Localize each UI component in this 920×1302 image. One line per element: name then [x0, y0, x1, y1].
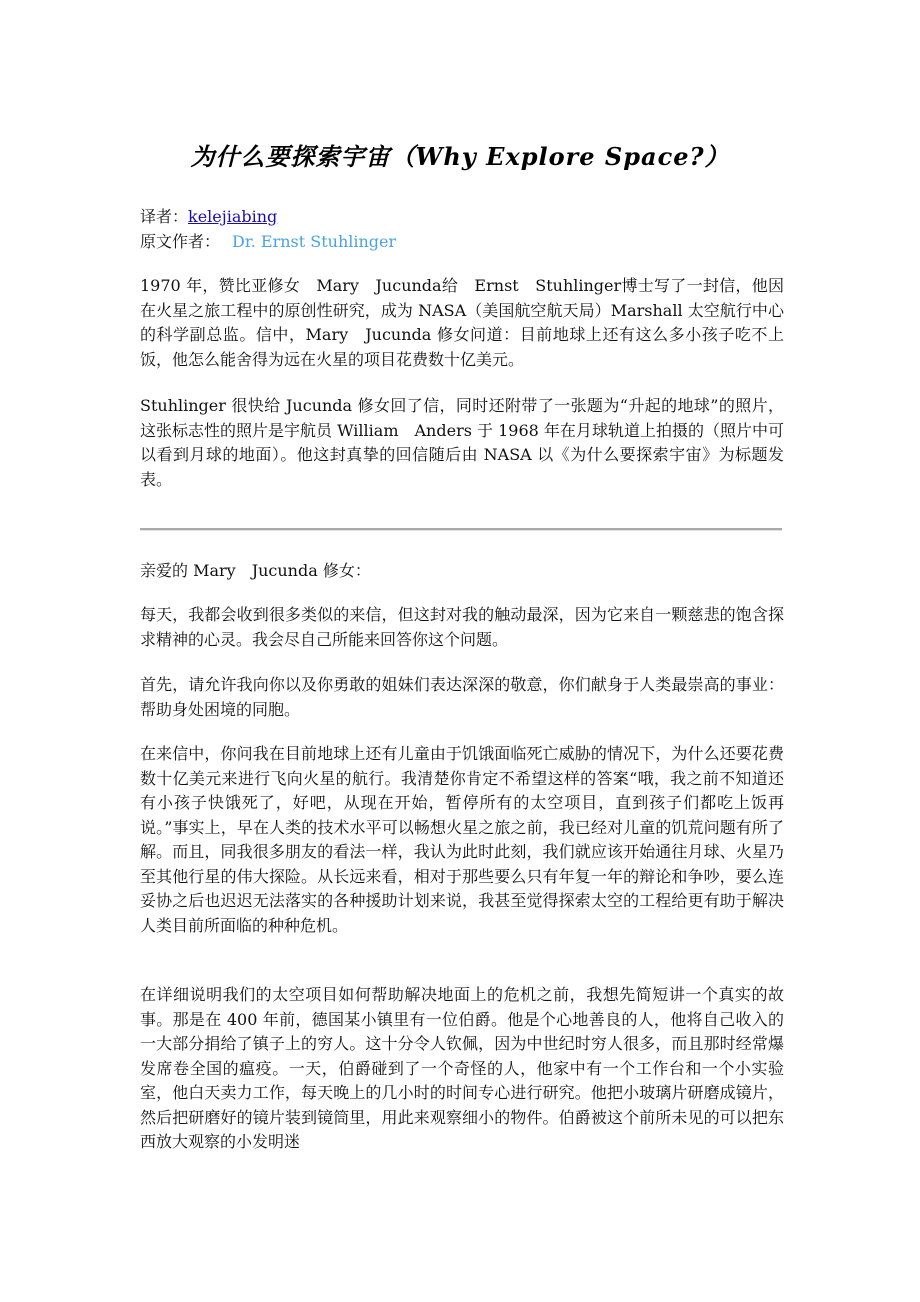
letter-paragraph: 首先，请允许我向你以及你勇敢的姐妹们表达深深的敬意，你们献身于人类最崇高的事业：帮助身处困境的同胞。 [140, 675, 784, 719]
translator-label: 译者： [140, 207, 189, 226]
letter-greeting: 亲爱的 Mary Jucunda 修女： [140, 561, 371, 580]
document-title: 为什么要探索宇宙（Why Explore Space?） [190, 142, 730, 171]
intro-paragraph: Stuhlinger 很快给 Jucunda 修女回了信，同时还附带了一张题为“升起的地球”的照片，这张标志性的照片是宇航员 William Anders 于 1968 年在月球轨道上拍摄的（照片中可以看到月球的地面）。他这封真挚的回信随后由 NASA 以《为什么要探索宇宙》为标题发表。 [140, 396, 784, 489]
translator-line [140, 205, 277, 229]
original-author-label: 原文作者： [140, 232, 221, 251]
letter-paragraph: 在详细说明我们的太空项目如何帮助解决地面上的危机之前，我想先简短讲一个真实的故事。那是在 400 年前，德国某小镇里有一位伯爵。他是个心地善良的人，他将自己收入的一大部分捐给了镇子上的穷人。这十分令人钦佩，因为中世纪时穷人很多，而且那时经常爆发席卷全国的瘟疫。一天，伯爵碰到了一个奇怪的人，他家中有一个工作台和一个小实验室，他白天卖力工作，每天晚上的几小时的时间专心进行研究。他把小玻璃片研磨成镜片，然后把研磨好的镜片装到镜筒里，用此来观察细小的物件。伯爵被这个前所未见的可以把东西放大观察的小发明迷 [140, 985, 784, 1151]
letter-paragraph: 每天，我都会收到很多类似的来信，但这封对我的触动最深，因为它来自一颗慈悲的饱含探求精神的心灵。我会尽自己所能来回答你这个问题。 [140, 605, 784, 649]
letter-paragraph: 在来信中，你问我在目前地球上还有儿童由于饥饿面临死亡威胁的情况下，为什么还要花费数十亿美元来进行飞向火星的航行。我清楚你肯定不希望这样的答案“哦，我之前不知道还有小孩子快饿死了，好吧，从现在开始，暂停所有的太空项目，直到孩子们都吃上饭再说。”事实上，早在人类的技术水平可以畅想火星之旅之前，我已经对儿童的饥荒问题有所了解。而且，同我很多朋友的看法一样，我认为此时此刻，我们就应该开始通往月球、火星乃至其他行星的伟大探险。从长远来看，相对于那些要么只有年复一年的辩论和争吵，要么连妥协之后也迟迟无法落实的各种援助计划来说，我甚至觉得探索太空的工程给更有助于解决人类目前所面临的种种危机。 [140, 744, 784, 935]
translator-link[interactable]: kelejiabing [188, 207, 278, 226]
intro-paragraph: 1970 年，赞比亚修女 Mary Jucunda给 Ernst Stuhlinger博士写了一封信，他因在火星之旅工程中的原创性研究，成为 NASA（美国航空航天局）Marshall 太空航行中心的科学副总监。信中，Mary Jucunda 修女问道：目前地球上还有这么多小孩子吃不上饭，他怎么能舍得为远在火星的项目花费数十亿美元。 [140, 276, 784, 369]
original-author-name: Dr. Ernst Stuhlinger [232, 232, 397, 251]
section-divider [140, 528, 782, 531]
original-author-line [140, 230, 396, 254]
